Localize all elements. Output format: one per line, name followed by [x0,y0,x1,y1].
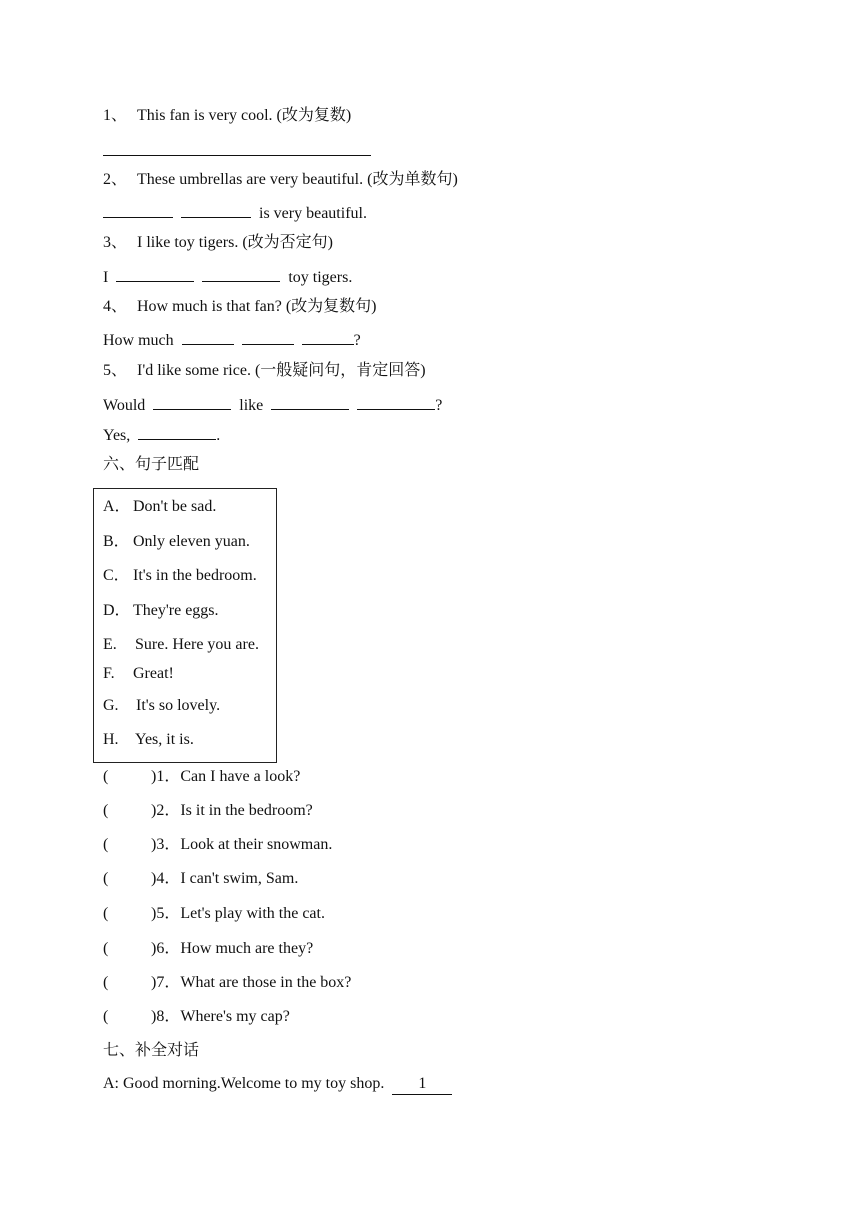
answer-blank[interactable] [242,330,294,345]
answer-paren: ( [103,836,109,853]
question-number: )3． [151,836,181,853]
answer-blank[interactable] [153,395,231,410]
answer-text: I [103,269,109,286]
answer-text: like [239,397,264,414]
question-4[interactable] [103,869,298,889]
answer-blank[interactable] [202,267,280,282]
rewrite-item-2 [103,170,458,190]
answer-text: is very beautiful. [259,205,367,222]
answer-5b [103,425,220,446]
dialogue-line-1 [103,1074,452,1095]
option-letter: A． [103,498,131,515]
item-text: How much is that fan? (改为复数句) [137,298,377,315]
answer-blank[interactable] [138,425,216,440]
option-text: Yes, it is. [135,731,194,748]
question-number: )5． [151,905,181,922]
answer-blank[interactable] [116,267,194,282]
option-b [103,532,250,552]
option-letter: F. [103,665,115,682]
option-a [103,497,216,517]
answer-3 [103,267,352,288]
option-text: They're eggs. [133,602,219,619]
question-7[interactable] [103,973,351,993]
dialogue-blank[interactable]: 1 [392,1074,452,1095]
item-text: I'd like some rice. (一般疑问句，肯定回答) [137,362,426,379]
option-letter: C． [103,567,130,584]
answer-blank[interactable] [182,330,234,345]
item-text: I like toy tigers. (改为否定句) [137,234,333,251]
question-2[interactable] [103,801,313,821]
option-text: It's in the bedroom. [133,567,257,584]
question-3[interactable] [103,835,332,855]
dialogue-text: A: Good morning.Welcome to my toy shop. [103,1075,385,1092]
item-text: This fan is very cool. (改为复数) [137,107,352,124]
question-1[interactable] [103,767,300,787]
option-c [103,566,257,586]
answer-blank[interactable] [357,395,435,410]
answer-blank[interactable] [302,330,354,345]
rewrite-item-4 [103,297,377,317]
answer-paren: ( [103,940,109,957]
item-number: 3、 [103,234,128,251]
question-5[interactable] [103,904,325,924]
answer-5 [103,395,442,416]
answer-paren: ( [103,1008,109,1025]
answer-paren: ( [103,905,109,922]
question-text: Look at their snowman. [180,836,333,853]
answer-text: Would [103,397,146,414]
answer-paren: ( [103,870,109,887]
option-text: Sure. Here you are. [135,636,259,653]
question-text: How much are they? [180,940,314,957]
option-e [103,635,259,655]
option-g [103,696,220,716]
answer-paren: ( [103,802,109,819]
option-d [103,601,219,621]
answer-text: . [216,427,221,444]
rewrite-item-3 [103,233,333,253]
question-text: Let's play with the cat. [180,905,325,922]
option-letter: H. [103,731,119,748]
option-text: It's so lovely. [136,697,221,714]
question-text: Can I have a look? [180,768,301,785]
item-number: 2、 [103,171,128,188]
question-number: )1． [151,768,181,785]
question-text: Is it in the bedroom? [180,802,313,819]
answer-text: Yes, [103,427,131,444]
item-text: These umbrellas are very beautiful. (改为单数句) [137,171,458,188]
question-text: What are those in the box? [180,974,352,991]
option-letter: B． [103,533,130,550]
option-letter: D． [103,602,131,619]
question-number: )2． [151,802,181,819]
answer-text: ? [353,332,361,349]
answer-paren: ( [103,974,109,991]
answer-paren: ( [103,768,109,785]
question-8[interactable] [103,1007,290,1027]
answer-line-1[interactable] [103,155,371,156]
options-box [93,488,277,763]
option-text: Great! [133,665,174,682]
answer-blank[interactable] [181,203,251,218]
rewrite-item-5 [103,361,426,381]
item-number: 5、 [103,362,128,379]
answer-2 [103,203,367,224]
section-7-title: 七、补全对话 [103,1042,200,1059]
question-number: )6． [151,940,181,957]
answer-text: ? [435,397,443,414]
question-text: Where's my cap? [180,1008,290,1025]
question-text: I can't swim, Sam. [180,870,299,887]
item-number: 1、 [103,107,128,124]
question-number: )7． [151,974,181,991]
question-number: )8． [151,1008,181,1025]
answer-blank[interactable] [103,203,173,218]
answer-text: How much [103,332,174,349]
option-f [103,664,174,684]
item-number: 4、 [103,298,128,315]
option-letter: G. [103,697,119,714]
question-6[interactable] [103,939,313,959]
question-number: )4． [151,870,181,887]
answer-blank[interactable] [271,395,349,410]
answer-4 [103,330,361,351]
option-letter: E. [103,636,117,653]
option-h [103,730,194,750]
section-6-title: 六、句子匹配 [103,456,200,473]
option-text: Only eleven yuan. [133,533,250,550]
answer-text: toy tigers. [288,269,353,286]
option-text: Don't be sad. [133,498,217,515]
rewrite-item-1 [103,106,351,126]
